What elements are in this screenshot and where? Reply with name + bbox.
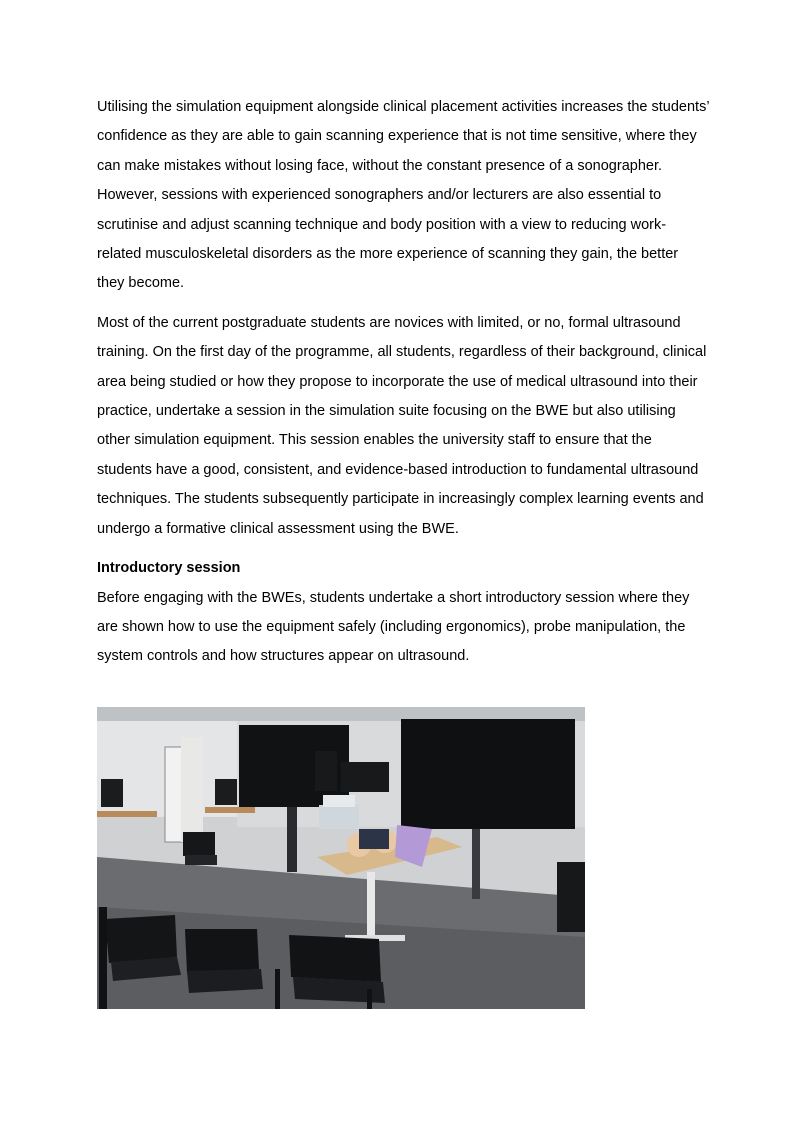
document-body	[97, 93, 709, 676]
simulation-suite-photo	[97, 707, 585, 1009]
body-paragraph: Most of the current postgraduate students are novices with limited, or no, formal ultrasound training. On the first day of the programme, all students, regardless of their background, clinical area being studied or how they propose to incorporate the use of medical ultrasound into their practice, undertake a session in the simulation suite focusing on the BWE but also utilising other simulation equipment. This session enables the university staff to ensure that the students have a good, consistent, and evidence-based introduction to fundamental ultrasound techniques. The students subsequently participate in increasingly complex learning events and undergo a formative clinical assessment using the BWE.	[97, 314, 707, 537]
body-paragraph: Utilising the simulation equipment alongside clinical placement activities increases the students’ confidence as they are able to gain scanning experience that is not time sensitive, where they can make mistakes without losing face, without the constant presence of a sonographer. However, sessions with experienced sonographers and/or lecturers are also essential to scrutinise and adjust scanning technique and body position with a view to reducing work-related musculoskeletal disorders as the more experience of scanning they gain, the better they become.	[97, 99, 710, 292]
section-heading: Introductory session	[97, 560, 241, 577]
section-paragraph: Before engaging with the BWEs, students undertake a short introductory session where they are shown how to use the equipment safely (including ergonomics), probe manipulation, the system controls and how structures appear on ultrasound.	[97, 589, 690, 665]
